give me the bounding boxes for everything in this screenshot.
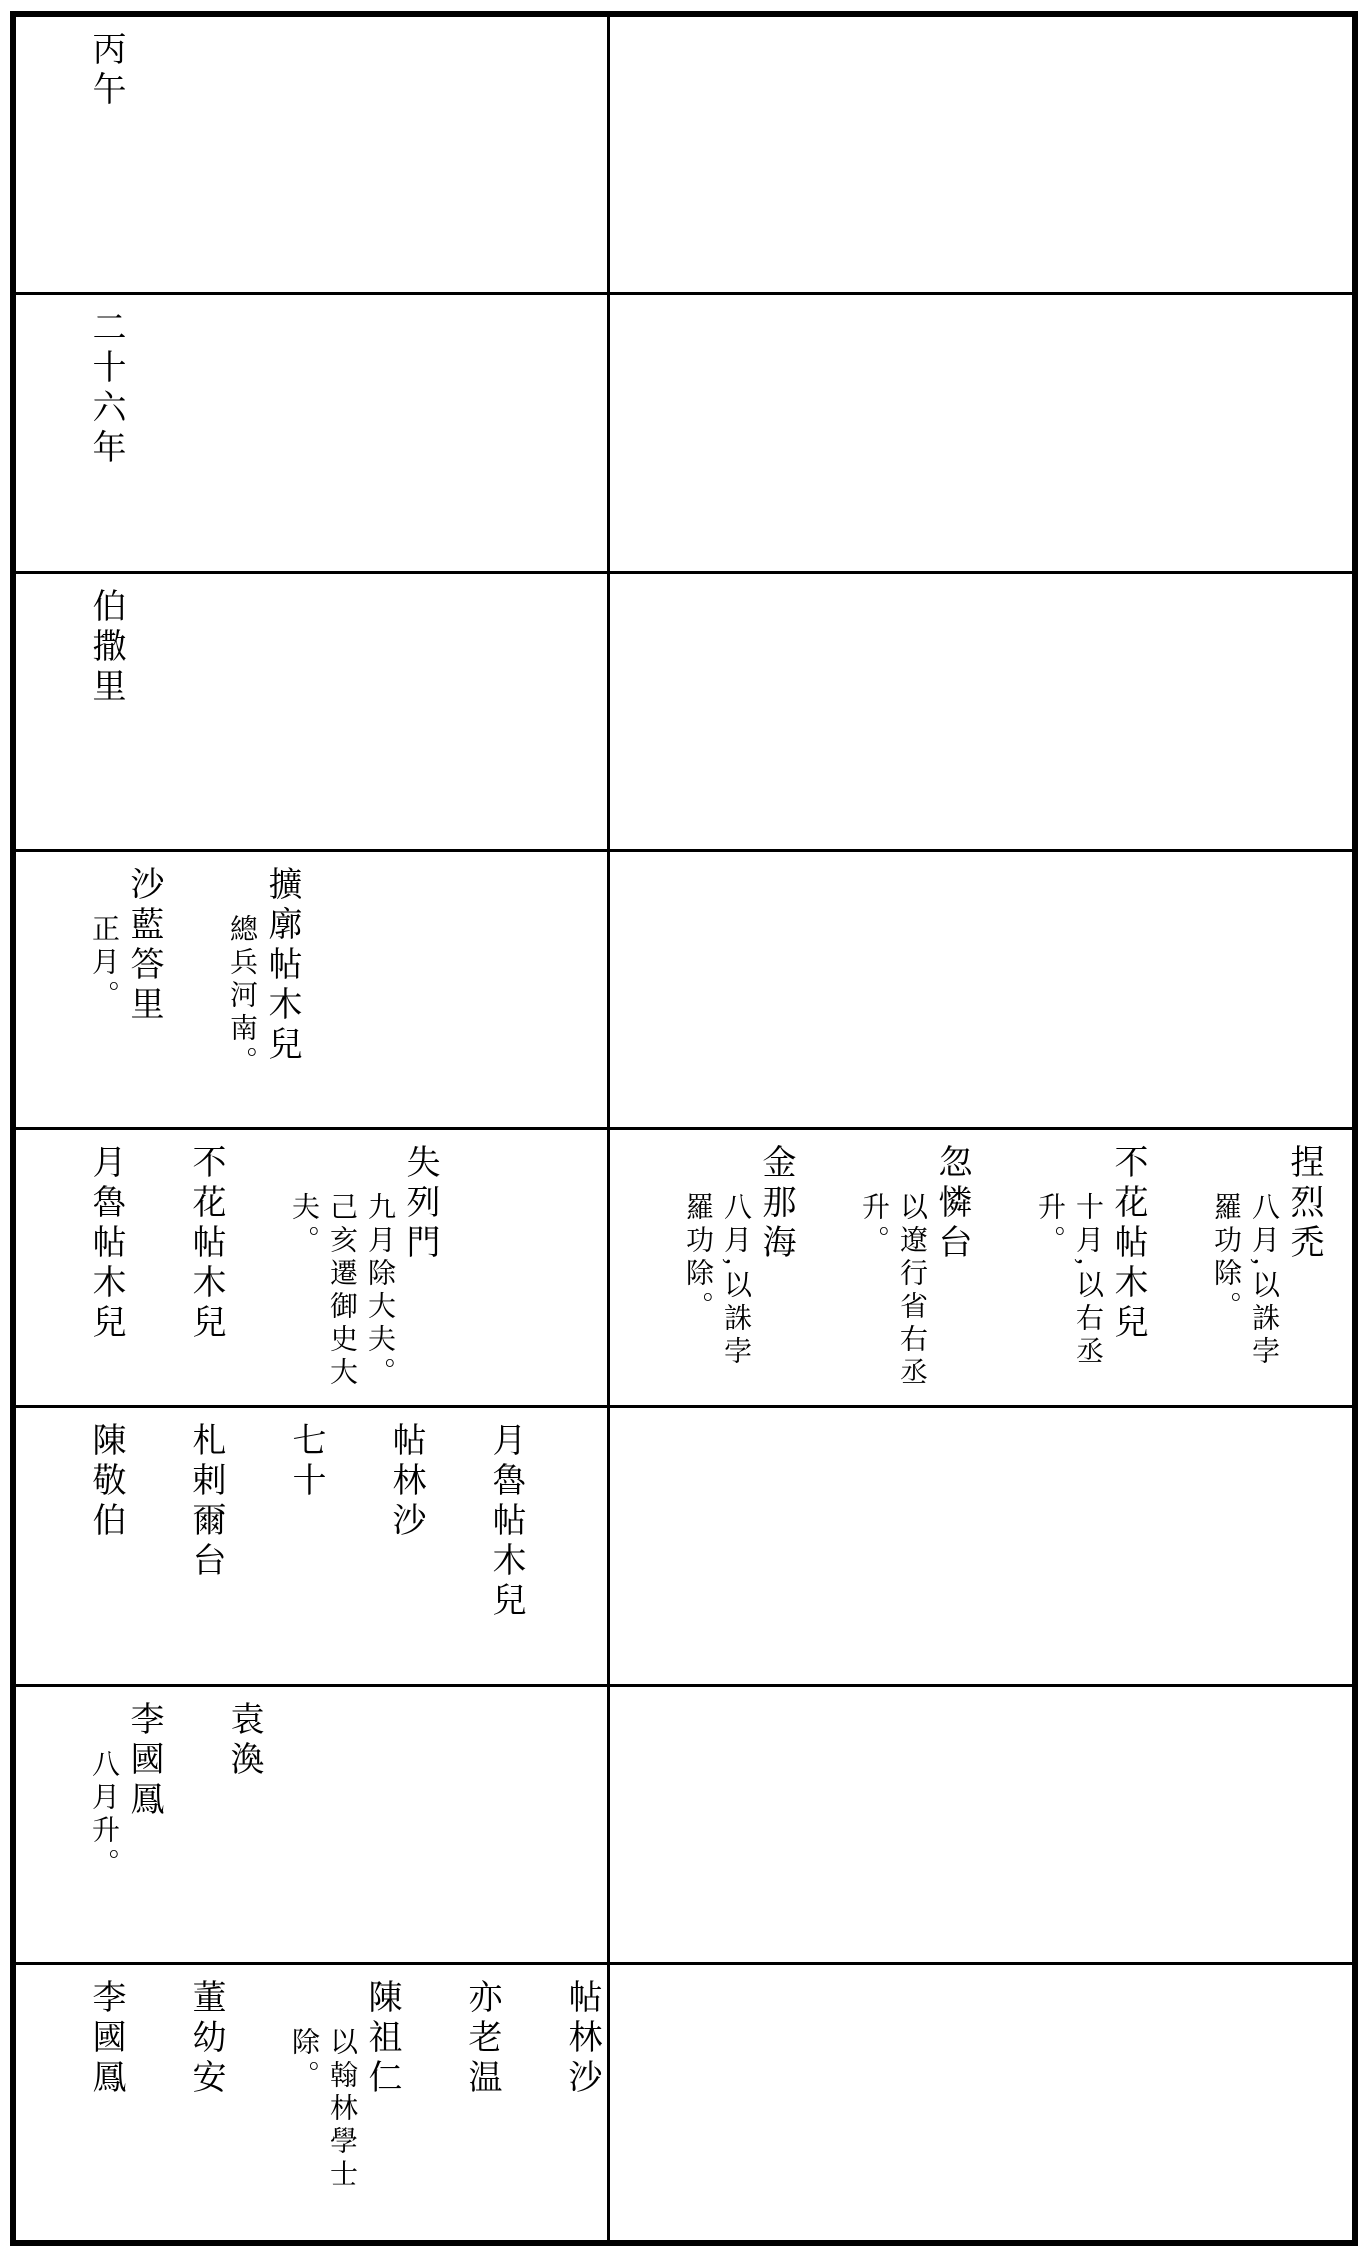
ruled-table	[10, 11, 1358, 2246]
cell-content	[610, 1130, 1348, 1405]
person-entry	[222, 1701, 264, 1952]
table-row	[16, 1405, 1352, 1683]
entry-name: 二十六年	[87, 309, 124, 470]
entry-name: 李國鳳	[87, 1978, 124, 2099]
table-row	[16, 1684, 1352, 1962]
person-entry	[84, 1422, 126, 1673]
entry-note: 正月。	[88, 913, 119, 1013]
entry-name: 帖林沙	[563, 1978, 600, 2099]
person-entry	[560, 1979, 602, 2230]
cell-content	[16, 1408, 550, 1683]
entry-note: 以遼行省右丞升。	[858, 1192, 927, 1390]
right-cell	[610, 1408, 1352, 1683]
table-row	[16, 1127, 1352, 1405]
cell-content	[16, 1130, 464, 1405]
person-entry	[184, 1422, 226, 1673]
table-row	[16, 849, 1352, 1127]
entry-note: 九月除大夫。己亥遷御史大夫。	[288, 1192, 395, 1390]
left-cell	[16, 17, 610, 292]
entry-name: 札剌爾台	[187, 1422, 224, 1583]
right-cell	[610, 1130, 1352, 1405]
cell-content	[610, 295, 644, 570]
person-entry	[1206, 1144, 1324, 1395]
cell-content	[16, 852, 326, 1127]
entry-name: 忽憐台	[933, 1144, 970, 1264]
person-entry	[284, 1979, 402, 2230]
person-entry	[84, 588, 126, 839]
cell-content	[610, 1965, 644, 2240]
person-entry	[678, 1144, 796, 1395]
person-entry	[222, 866, 302, 1117]
cell-content	[16, 574, 150, 849]
entry-note: 八月,以誅孛羅功除。	[682, 1192, 751, 1369]
person-entry	[84, 1701, 164, 1952]
year-entry	[84, 31, 126, 282]
entry-name: 失列門	[401, 1144, 438, 1264]
cell-content	[610, 852, 644, 1127]
entry-name: 李國鳳	[125, 1700, 162, 1821]
table-row	[16, 17, 1352, 292]
cell-content	[610, 17, 644, 292]
entry-name: 丙午	[87, 31, 124, 111]
person-entry	[84, 866, 164, 1117]
person-entry	[284, 1422, 326, 1673]
person-entry	[1030, 1144, 1148, 1395]
entry-name: 金那海	[757, 1144, 794, 1264]
table-row	[16, 1962, 1352, 2240]
right-cell	[610, 852, 1352, 1127]
entry-name: 不花帖木兒	[187, 1144, 224, 1344]
entry-name: 月魯帖木兒	[487, 1422, 524, 1623]
right-cell	[610, 1965, 1352, 2240]
entry-note: 八月升。	[88, 1748, 119, 1881]
entry-note: 十月,以右丞升。	[1034, 1192, 1103, 1369]
entry-name: 帖林沙	[387, 1422, 424, 1543]
year-entry	[84, 309, 126, 560]
person-entry	[184, 1979, 226, 2230]
entry-name: 七十	[287, 1422, 324, 1503]
left-cell	[16, 295, 610, 570]
person-entry	[84, 1979, 126, 2230]
left-cell	[16, 1687, 610, 1962]
left-cell	[16, 1130, 610, 1405]
left-cell	[16, 852, 610, 1127]
entry-name: 董幼安	[187, 1978, 224, 2099]
table-row	[16, 292, 1352, 570]
entry-name: 伯撒里	[87, 587, 124, 708]
table-row	[16, 571, 1352, 849]
cell-content	[610, 1408, 644, 1683]
entry-name: 不花帖木兒	[1109, 1144, 1146, 1344]
entry-name: 袁渙	[225, 1700, 262, 1781]
entry-name: 捏烈禿	[1285, 1144, 1322, 1264]
cell-content	[16, 1965, 626, 2240]
entry-name: 陳祖仁	[363, 1978, 400, 2099]
cell-content	[16, 1687, 288, 1962]
person-entry	[84, 1144, 126, 1395]
entry-name: 擴廓帖木兒	[263, 865, 300, 1066]
right-cell	[610, 1687, 1352, 1962]
left-cell	[16, 1965, 610, 2240]
cell-content	[610, 1687, 644, 1962]
cell-content	[16, 17, 150, 292]
entry-name: 沙藍答里	[125, 865, 162, 1026]
person-entry	[284, 1144, 440, 1395]
left-cell	[16, 574, 610, 849]
entry-note: 總兵河南。	[226, 913, 257, 1079]
right-cell	[610, 17, 1352, 292]
person-entry	[384, 1422, 426, 1673]
cell-content	[610, 574, 644, 849]
person-entry	[854, 1144, 972, 1395]
entry-name: 陳敬伯	[87, 1422, 124, 1543]
entry-note: 八月,以誅孛羅功除。	[1210, 1192, 1279, 1369]
person-entry	[484, 1422, 526, 1673]
left-cell	[16, 1408, 610, 1683]
entry-name: 月魯帖木兒	[87, 1144, 124, 1344]
cell-content	[16, 295, 150, 570]
entry-name: 亦老温	[463, 1978, 500, 2099]
right-cell	[610, 295, 1352, 570]
person-entry	[460, 1979, 502, 2230]
person-entry	[184, 1144, 226, 1395]
entry-note: 以翰林學士除。	[288, 2026, 357, 2192]
right-cell	[610, 574, 1352, 849]
